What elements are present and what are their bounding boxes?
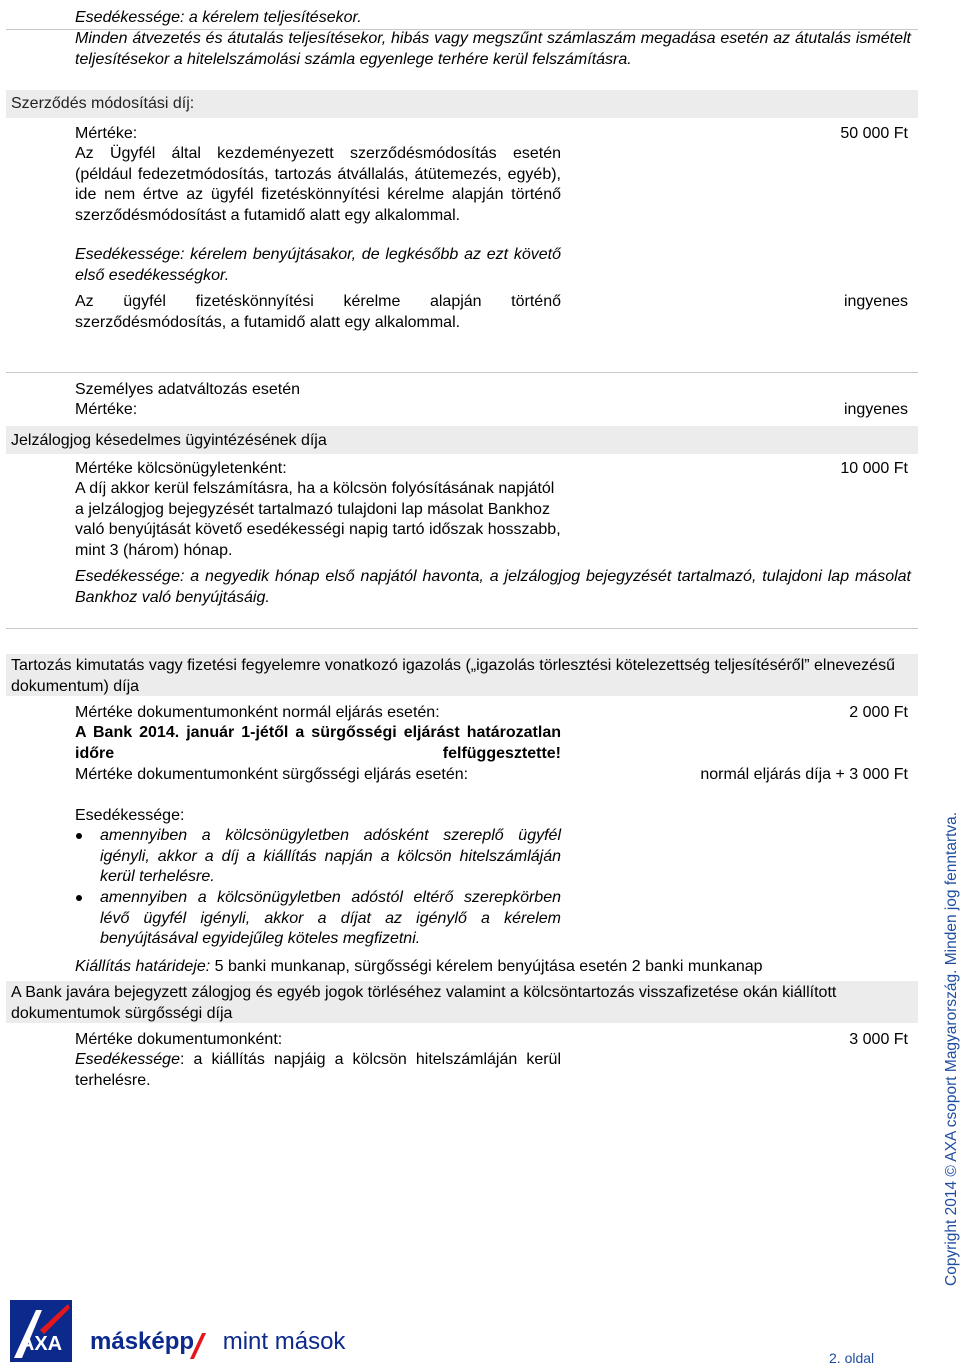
divider	[6, 628, 918, 629]
bullet-icon	[76, 833, 82, 839]
divider	[6, 372, 918, 373]
axa-logo-icon	[10, 1300, 72, 1362]
mortgage-description: A díj akkor kerül felszámításra, ha a kölcsön folyósításának napjától a jelzálogjog bejegyzését tartalmazó tulajdoni lap másolat Bankhoz való benyújtását követő esedékességi napig tartó időszak hosszabb, mint 3 (három) hónap.	[75, 480, 561, 559]
top-due: Esedékessége: a kérelem teljesítésekor.	[75, 9, 362, 26]
page-number: 2. oldal	[829, 1350, 875, 1366]
section-header-mortgage-delay	[6, 426, 918, 454]
urgent-fee-due	[75, 1050, 561, 1091]
personal-data-change: Személyes adatváltozás esetén	[75, 381, 301, 398]
suspension-notice: A Bank 2014. január 1-jétől a sürgősségi eljárást határozatlan időre felfüggesztette!	[75, 724, 561, 762]
due-label: Esedékessége:	[75, 807, 185, 824]
section-header-debt-statement	[6, 654, 918, 696]
section-header-contract-modification	[6, 90, 918, 118]
mortgage-amount: 10 000 Ft	[840, 460, 908, 477]
section-header-urgent-fee	[6, 981, 918, 1023]
slogan	[90, 1328, 346, 1355]
issue-deadline-label: Kiállítás határideje:	[75, 958, 211, 975]
urgent-rate-label: Mértéke dokumentumonként sürgősségi eljárás esetén:	[75, 766, 469, 783]
rate-description-2: Az ügyfél fizetéskönnyítési kérelme alapján történő szerződésmódosítás, a futamidő alatt egy alkalommal.	[75, 293, 561, 331]
mortgage-due: Esedékessége: a negyedik hónap első napjától havonta, a jelzálogjog bejegyzését tartalmazó, tulajdoni lap másolat Bankhoz való benyújtásáig.	[75, 568, 911, 606]
section-title: Szerződés módosítási díj:	[11, 95, 195, 112]
rate-description: Az Ügyfél által kezdeményezett szerződésmódosítás esetén (például fedezetmódosítás, tartozás átvállalás, átütemezés, egyéb), ide nem értve az ügyfél fizetéskönnyítési kérelme alapján történő szerződésmódosítást a futamidő alatt egy alkalommal.	[75, 145, 561, 224]
section-title: A Bank javára bejegyzett zálogjog és egyéb jogok törléséhez valamint a kölcsöntartozás visszafizetése okán kiállított dokumentumok sürgősségi díja	[11, 984, 837, 1022]
mortgage-label: Mértéke kölcsönügyletenként:	[75, 460, 287, 477]
issue-deadline	[75, 957, 763, 978]
normal-rate-label: Mértéke dokumentumonként normál eljárás esetén:	[75, 704, 440, 721]
issue-deadline-value: 5 banki munkanap, sürgősségi kérelem benyújtása esetén 2 banki munkanap	[210, 958, 763, 975]
personal-data-label: Mértéke:	[75, 401, 138, 418]
section-title: Tartozás kimutatás vagy fizetési fegyelemre vonatkozó igazolás („igazolás törlesztési kötelezettség teljesítéséről” elnevezésű dokumentum) díja	[11, 657, 895, 695]
normal-rate-amount: 2 000 Ft	[849, 704, 908, 721]
urgent-fee-due-text: : a kiállítás napjáig a kölcsön hitelszámláján kerül terhelésre.	[75, 1051, 561, 1089]
axa-logo-text: AXA	[19, 1333, 63, 1355]
urgent-fee-amount: 3 000 Ft	[849, 1031, 908, 1048]
rate-amount: 50 000 Ft	[840, 125, 908, 142]
bullet-icon	[76, 895, 82, 901]
due-bullet-1: amennyiben a kölcsönügyletben adósként szereplő ügyfél igényli, akkor a díj a kiállítás napján a kölcsön hitelszámláján kerül terhelésre.	[100, 827, 561, 885]
due-bullet-2: amennyiben a kölcsönügyletben adóstól eltérő szerepkörben lévő ügyfél igényli, akkor a díjat az igénylő a kérelem benyújtásával egyidejűleg köteles megfizetni.	[100, 889, 561, 947]
urgent-rate-amount: normál eljárás díja + 3 000 Ft	[700, 766, 908, 783]
rate-label: Mértéke:	[75, 125, 138, 142]
personal-data-amount: ingyenes	[843, 401, 908, 418]
top-paragraph: Minden átvezetés és átutalás teljesítésekor, hibás vagy megszűnt számlaszám megadása esetén az átutalás ismételt teljesítésekor a hitelelszámolási számla egyenlege terhére kerül felszámításra.	[75, 30, 911, 68]
slogan-part-b: mint mások	[222, 1328, 346, 1355]
slogan-part-a: másképp	[90, 1328, 195, 1355]
copyright-notice: Copyright 2014 © AXA csoport Magyarország. Minden jog fenntartva.	[943, 811, 960, 1286]
urgent-fee-label: Mértéke dokumentumonként:	[75, 1031, 283, 1048]
section-title: Jelzálogjog késedelmes ügyintézésének díja	[11, 432, 327, 449]
axa-logo	[10, 1300, 72, 1362]
rate-due: Esedékessége: kérelem benyújtásakor, de legkésőbb az ezt követő első esedékességkor.	[75, 246, 561, 284]
rate-amount-2: ingyenes	[843, 293, 908, 310]
urgent-fee-due-label: Esedékessége	[75, 1051, 180, 1068]
